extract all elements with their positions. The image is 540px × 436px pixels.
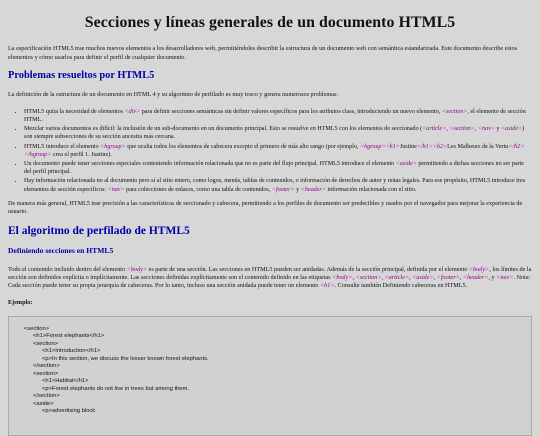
code-line: <h1>Habitat</h1> — [42, 378, 89, 385]
problems-list — [8, 108, 532, 194]
code-line: <h1>Forest elephants</h1> — [33, 333, 105, 340]
code-line: <section> — [24, 325, 50, 332]
code-line: <section> — [33, 370, 59, 377]
section-problems-intro: La definición de la estructura de un documento en HTML 4 y su algoritmo de perfilado es muy tosco y genera numerosos problemas: — [8, 91, 339, 99]
section-algorithm-title: El algoritmo de perfilado de HTML5 — [8, 224, 190, 237]
code-line: <p>advertising block — [42, 408, 96, 415]
code-line: </section> — [33, 393, 60, 400]
code-line: <h1>Introduction</h1> — [42, 348, 101, 355]
code-line: <aside> — [33, 400, 54, 407]
subsection-defining-sections-title: Definiendo secciones en HTML5 — [8, 246, 114, 256]
code-line: <section> — [33, 340, 59, 347]
problem-item: • Hay información relacionada no al documento pero sí al sitio entero, como logos, menús, tablas de contenidos, o información de derechos de autor y notas legales. Para ese propósito, HTML5 introduce tres elementos de sección específicos: <nav> para colecciones de enlaces, como una tabla de contenidos, <footer> y <header> información relacionada con el sitio. — [24, 177, 532, 193]
section-problems — [8, 70, 532, 217]
example-label: Ejemplo: — [8, 298, 33, 306]
section-problems-title: Problemas resueltos por HTML5 — [8, 69, 155, 81]
problem-item: • Un documento puede tener secciones especiales conteniendo información relacionada que no es parte del flujo principal. HTML5 introduce el elemento <aside> permitiendo a dichas secciones no ser parte del perfil principal. — [24, 160, 532, 176]
problem-item: • HTML5 quita la necesidad de elementos <div> para definir secciones semánticas sin definir valores específicos para los atributos class, introduciendo un nuevo elemento, <section>, el elemento de sección HTML. — [24, 108, 532, 124]
document-title: Secciones y líneas generales de un documento HTML5 — [84, 14, 456, 31]
code-example-box — [8, 316, 532, 436]
document-intro: La especificación HTML5 trae muchos nuevos elementos a los desarrolladores web, permitiéndoles describir la estructura de un documento web con semántica estandarizada. Este documento describe estos elementos y cómo usarlos para definir el perfil de cualquier documento. — [8, 45, 518, 61]
section-algorithm-body: Todo el contenido incluido dentro del elemento <body> es parte de una sección. Las secciones en HTML5 pueden ser anidadas. Además de la sección principal, definida por el elemento <body>, los límites de la sección son definidos explícita o implícitamente. Las secciones definidas explícitamente son el contenido definido en las etiquetas <body>, <section>, <article>, <aside>, <footer>, <header>, y <nav>. Nota: Cada sección puede tener su propia jerarquía de cabeceras. Por lo tanto, incluso una sección anidada puede tener un elemento <h1>. Consulte también Definiendo cabeceras en HTML5. — [8, 265, 532, 290]
code-line: <p>In this section, we discuss the lesser known forest elephants. — [42, 355, 209, 362]
code-line: <p>Forest elephants do not live in trees but among them. — [42, 385, 189, 392]
code-line: </section> — [33, 363, 60, 370]
section-problems-outro: De manera más general, HTML5 trae precisión a las características de seccionado y cabecera, permitiendo a los perfiles de documento ser predecibles y usados por el navegador para mejorar la experiencia de usuario. — [8, 199, 523, 216]
problem-item: • Mezclar varios documentos es difícil: la inclusión de un sub-documento en un documento principal. Esto se resuelve en HTML5 con los elementos de seccionado (<article>, <section>, <nav> y <aside>) son siempre subsecciones de su sección ancestra más cercana. — [24, 125, 532, 141]
problem-item: • HTML5 introduce el elemento <hgroup> que oculta todos los elementos de cabecera excepto el primero de más alto rango (por ejemplo, <hgroup><h1>Justine</h1><h2>Les Malheurs de la Vertu</h2></hgroup> crea el perfil 1. Justine). — [24, 143, 532, 159]
section-algorithm — [8, 225, 532, 436]
